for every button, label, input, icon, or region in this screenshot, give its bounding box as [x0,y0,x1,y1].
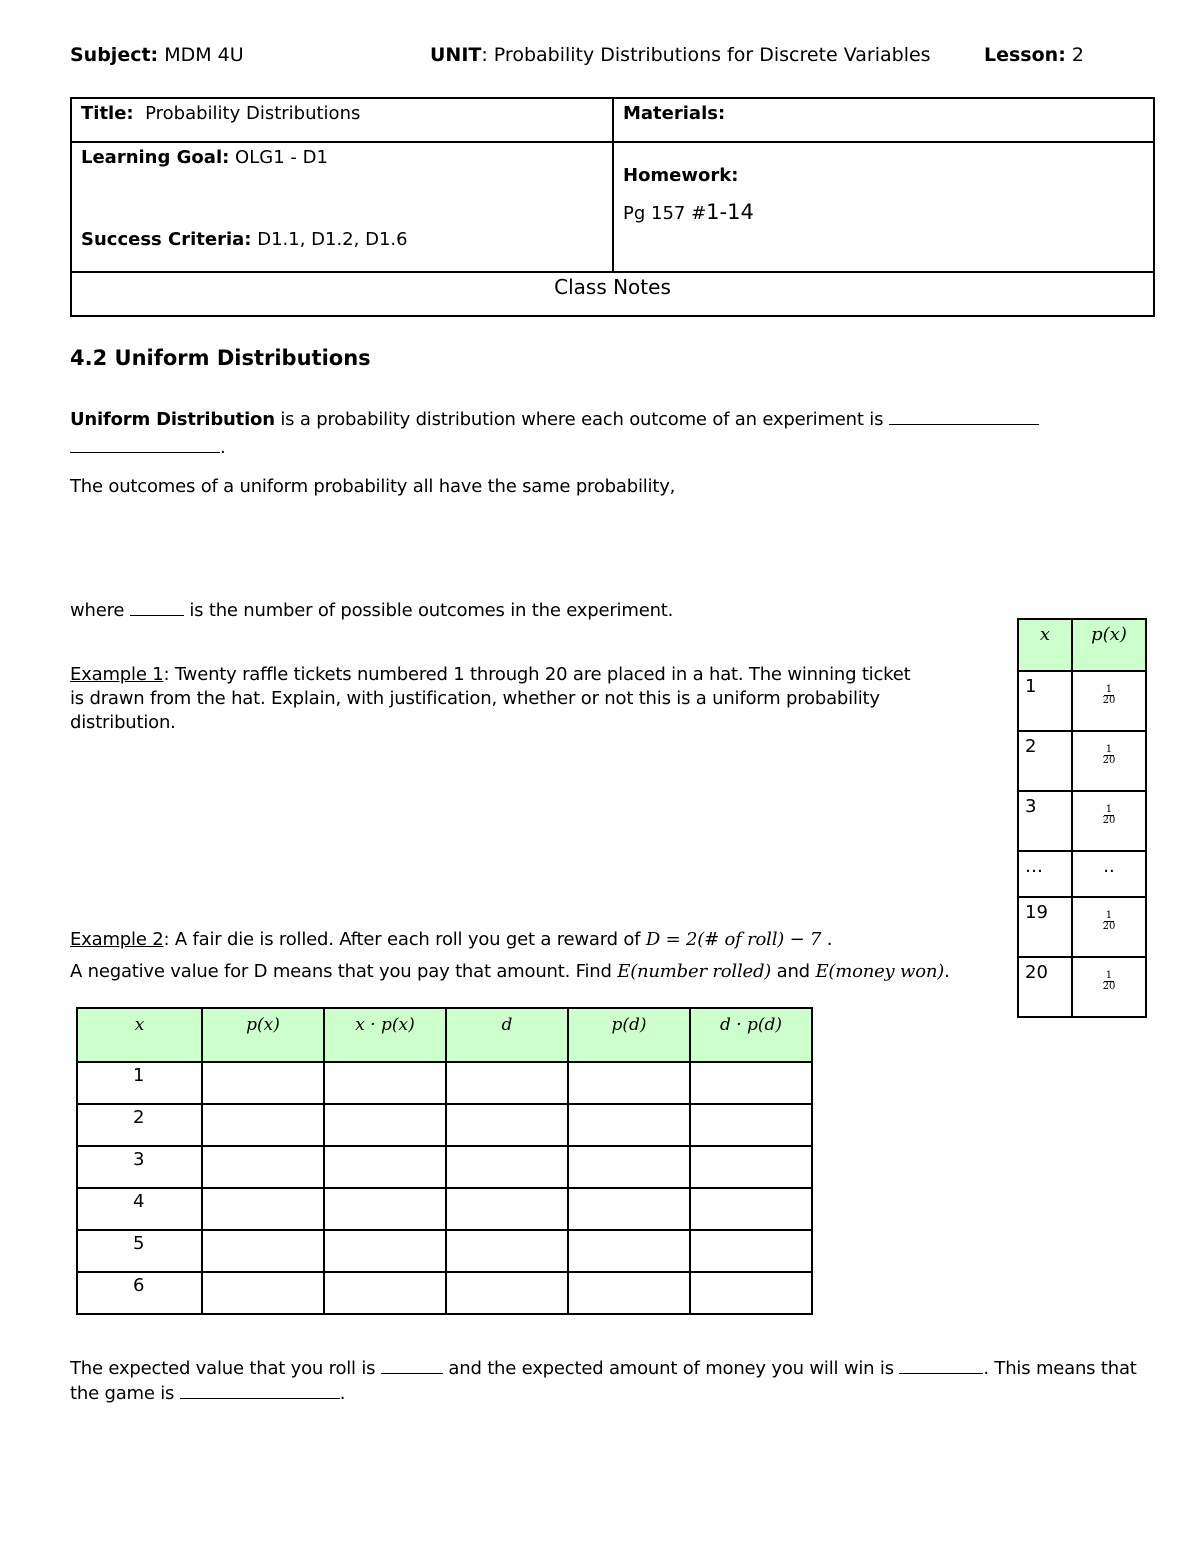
cell-blank[interactable] [202,1188,324,1230]
definition-blank-2 [70,436,220,453]
table-row [1018,671,1146,731]
table-row [1018,731,1146,791]
header-d: d [446,1008,568,1062]
cell-blank[interactable] [690,1146,812,1188]
cell-blank[interactable] [446,1104,568,1146]
success-criteria-label: Success Criteria: [81,229,252,250]
example-2-text: : A fair die is rolled. After each roll you get a reward of [163,929,646,950]
header-x-px: x · p(x) [324,1008,446,1062]
cell-blank[interactable] [568,1062,690,1104]
example-2-text-2: A negative value for D means that you pay that amount. Find [70,961,618,982]
cell-x: 3 [77,1146,202,1188]
definition-line-2: . [70,436,226,458]
table-row [77,1188,812,1230]
example-2-line-2 [70,961,950,982]
conclusion-text-1: The expected value that you roll is [70,1358,381,1379]
expected-number-rolled: E(number rolled) [617,961,772,982]
cell-blank[interactable] [446,1146,568,1188]
cell-blank[interactable] [324,1272,446,1314]
outcomes-text: The outcomes of a uniform probability all have the same probability, [70,476,676,497]
where-line [70,599,673,621]
cell-px: $\frac{1}{20}$ [1072,897,1146,957]
conclusion-text-4: the game is [70,1383,180,1404]
die-expectation-table [76,1007,813,1315]
success-criteria-value: D1.1, D1.2, D1.6 [257,229,408,250]
conclusion-line-1 [70,1357,1137,1379]
homework-cell [613,142,1154,272]
and-text: and [771,961,816,982]
header-px: p(x) [1072,619,1146,671]
table-row [77,1104,812,1146]
cell-x: 4 [77,1188,202,1230]
conclusion-text-5: . [339,1383,346,1404]
expected-money-won: E(money won) [815,961,945,982]
cell-x: 1 [77,1062,202,1104]
cell-blank[interactable] [690,1104,812,1146]
materials-label: Materials: [623,103,726,124]
table-row [1018,851,1146,897]
materials-cell [613,98,1154,142]
cell-blank[interactable] [690,1188,812,1230]
table-row [77,1272,812,1314]
example-1-line-1: : Twenty raffle tickets numbered 1 through 20 are placed in a hat. The winning ticket [163,664,911,685]
table-header-row [1018,619,1146,671]
lesson-value: 2 [1071,44,1084,66]
unit-value: : Probability Distributions for Discrete Variables [481,44,931,66]
raffle-probability-table [1017,618,1147,1018]
cell-blank[interactable] [202,1062,324,1104]
example-2-end-2: . [944,961,950,982]
cell-x: 6 [77,1272,202,1314]
learning-goal-label: Learning Goal: [81,147,230,168]
cell-blank[interactable] [446,1062,568,1104]
document-header [0,44,1200,70]
conclusion-line-2 [70,1382,345,1404]
cell-blank[interactable] [568,1146,690,1188]
game-fairness-blank [180,1382,340,1399]
cell-x: 20 [1018,957,1072,1017]
cell-blank[interactable] [202,1272,324,1314]
homework-range: 1-14 [706,200,754,224]
cell-blank[interactable] [202,1146,324,1188]
lesson-info-table [70,97,1155,317]
cell-blank[interactable] [568,1188,690,1230]
example-1-label: Example 1 [70,664,164,685]
cell-x: 19 [1018,897,1072,957]
header-d-pd: d · p(d) [690,1008,812,1062]
cell-x: 3 [1018,791,1072,851]
cell-blank[interactable] [324,1188,446,1230]
example-2-end: . [821,929,833,950]
cell-px: $\frac{1}{20}$ [1072,957,1146,1017]
homework-label: Homework: [623,165,739,186]
lesson-label: Lesson: [984,44,1066,66]
cell-x: … [1018,851,1072,897]
section-title: 4.2 Uniform Distributions [70,346,371,370]
homework-value: Pg 157 # [623,203,707,224]
learning-goal-value: OLG1 - D1 [235,147,328,168]
expected-money-blank [899,1357,983,1374]
expected-roll-blank [381,1357,443,1374]
header-pd: p(d) [568,1008,690,1062]
table-row [1018,791,1146,851]
cell-px: $\frac{1}{20}$ [1072,731,1146,791]
example-1-line-3: distribution. [70,712,176,733]
cell-blank[interactable] [568,1272,690,1314]
example-1 [70,663,911,735]
header-px: p(x) [202,1008,324,1062]
title-value: Probability Distributions [145,103,361,124]
cell-blank[interactable] [446,1230,568,1272]
header-x: x [1018,619,1072,671]
class-notes-heading: Class Notes [71,272,1154,316]
title-label: Title: [81,103,134,124]
unit [430,44,931,66]
definition-text: is a probability distribution where each outcome of an experiment is [274,409,889,430]
cell-x: 1 [1018,671,1072,731]
cell-blank[interactable] [690,1230,812,1272]
cell-blank[interactable] [690,1062,812,1104]
definition-blank-1 [889,408,1039,425]
where-text-1: where [70,600,130,621]
definition-line [70,408,1039,430]
table-row [1018,897,1146,957]
cell-blank[interactable] [324,1104,446,1146]
cell-blank[interactable] [324,1062,446,1104]
table-header-row [77,1008,812,1062]
cell-blank[interactable] [568,1230,690,1272]
table-row [77,1230,812,1272]
cell-blank[interactable] [446,1188,568,1230]
title-cell [71,98,613,142]
cell-blank[interactable] [324,1146,446,1188]
conclusion-text-2: and the expected amount of money you will win is [442,1358,900,1379]
header-x: x [77,1008,202,1062]
cell-x: 2 [1018,731,1072,791]
conclusion-text-3: . This means that [983,1358,1137,1379]
example-2-label: Example 2 [70,929,164,950]
lesson [984,44,1084,66]
subject [70,44,244,66]
cell-blank[interactable] [202,1230,324,1272]
example-1-line-2: is drawn from the hat. Explain, with justification, whether or not this is a uniform probability [70,688,880,709]
cell-px: $\frac{1}{20}$ [1072,791,1146,851]
definition-term: Uniform Distribution [70,409,275,430]
subject-label: Subject: [70,44,159,66]
where-text-2: is the number of possible outcomes in the experiment. [183,600,674,621]
unit-label: UNIT [430,44,482,66]
table-row [77,1146,812,1188]
cell-blank[interactable] [568,1104,690,1146]
cell-blank[interactable] [324,1230,446,1272]
subject-value: MDM 4U [164,44,244,66]
where-blank [130,599,184,616]
cell-px: .. [1072,851,1146,897]
cell-x: 2 [77,1104,202,1146]
table-row [77,1062,812,1104]
cell-x: 5 [77,1230,202,1272]
cell-px: $\frac{1}{20}$ [1072,671,1146,731]
table-row [1018,957,1146,1017]
cell-blank[interactable] [446,1272,568,1314]
example-2-line-1 [70,929,832,950]
reward-formula: D = 2(# of roll) − 7 [645,929,822,950]
goal-cell [71,142,613,272]
cell-blank[interactable] [202,1104,324,1146]
cell-blank[interactable] [690,1272,812,1314]
